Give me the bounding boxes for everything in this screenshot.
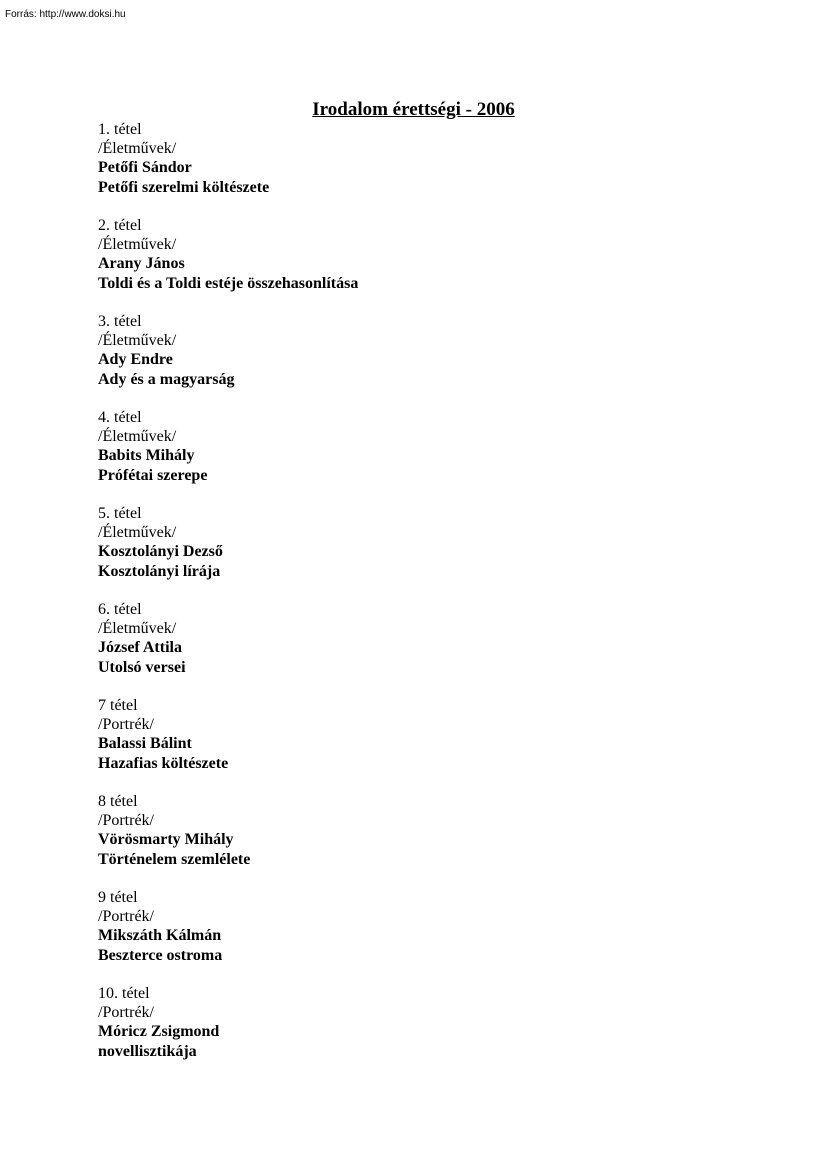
topic-number: 8 tétel (98, 793, 138, 810)
topic-item-4 (98, 408, 748, 504)
topic-number: 6. tétel (98, 601, 142, 618)
topic-subject: Történelem szemlélete (98, 850, 251, 868)
topic-item-7 (98, 696, 748, 792)
topic-author: Petőfi Sándor (98, 159, 192, 177)
topic-category: /Életművek/ (98, 236, 177, 254)
topic-item-3 (98, 312, 748, 408)
topic-category: /Életművek/ (98, 332, 177, 350)
topic-number: 1. tétel (98, 121, 142, 138)
topic-subject: Petőfi szerelmi költészete (98, 178, 270, 196)
topic-subject: Prófétai szerepe (98, 466, 208, 484)
topic-item-1 (98, 120, 748, 216)
topic-item-10 (98, 984, 748, 1080)
topic-author: Mikszáth Kálmán (98, 927, 222, 945)
topic-subject: Beszterce ostroma (98, 946, 223, 964)
topic-number: 4. tétel (98, 409, 142, 426)
topic-item-5 (98, 504, 748, 600)
source-note: Forrás: http://www.doksi.hu (5, 9, 126, 20)
topic-author: Arany János (98, 255, 185, 273)
topic-category: /Életművek/ (98, 620, 177, 638)
topic-number: 9 tétel (98, 889, 138, 906)
topic-author: Vörösmarty Mihály (98, 831, 234, 849)
topic-category: /Életművek/ (98, 140, 177, 158)
topic-category: /Életművek/ (98, 524, 177, 542)
topic-author: Balassi Bálint (98, 735, 192, 753)
document-title: Irodalom érettségi - 2006 (312, 99, 515, 120)
topic-number: 5. tétel (98, 505, 142, 522)
topic-author: Kosztolányi Dezső (98, 543, 223, 561)
topic-subject: Toldi és a Toldi estéje összehasonlítása (98, 274, 359, 292)
topic-category: /Portrék/ (98, 1004, 154, 1022)
topic-number: 2. tétel (98, 217, 142, 234)
topic-list (98, 120, 748, 1080)
topic-item-9 (98, 888, 748, 984)
topic-subject: novellisztikája (98, 1042, 197, 1060)
topic-author: Ady Endre (98, 351, 173, 369)
topic-category: /Portrék/ (98, 812, 154, 830)
topic-subject: Utolsó versei (98, 658, 186, 676)
topic-category: /Életművek/ (98, 428, 177, 446)
topic-item-8 (98, 792, 748, 888)
topic-number: 10. tétel (98, 985, 150, 1002)
topic-subject: Ady és a magyarság (98, 370, 235, 388)
topic-category: /Portrék/ (98, 716, 154, 734)
topic-subject: Kosztolányi lírája (98, 562, 221, 580)
topic-author: József Attila (98, 639, 182, 657)
topic-category: /Portrék/ (98, 908, 154, 926)
topic-item-6 (98, 600, 748, 696)
topic-author: Babits Mihály (98, 447, 195, 465)
topic-number: 3. tétel (98, 313, 142, 330)
topic-subject: Hazafias költészete (98, 754, 229, 772)
topic-author: Móricz Zsigmond (98, 1023, 220, 1041)
topic-item-2 (98, 216, 748, 312)
topic-number: 7 tétel (98, 697, 138, 714)
